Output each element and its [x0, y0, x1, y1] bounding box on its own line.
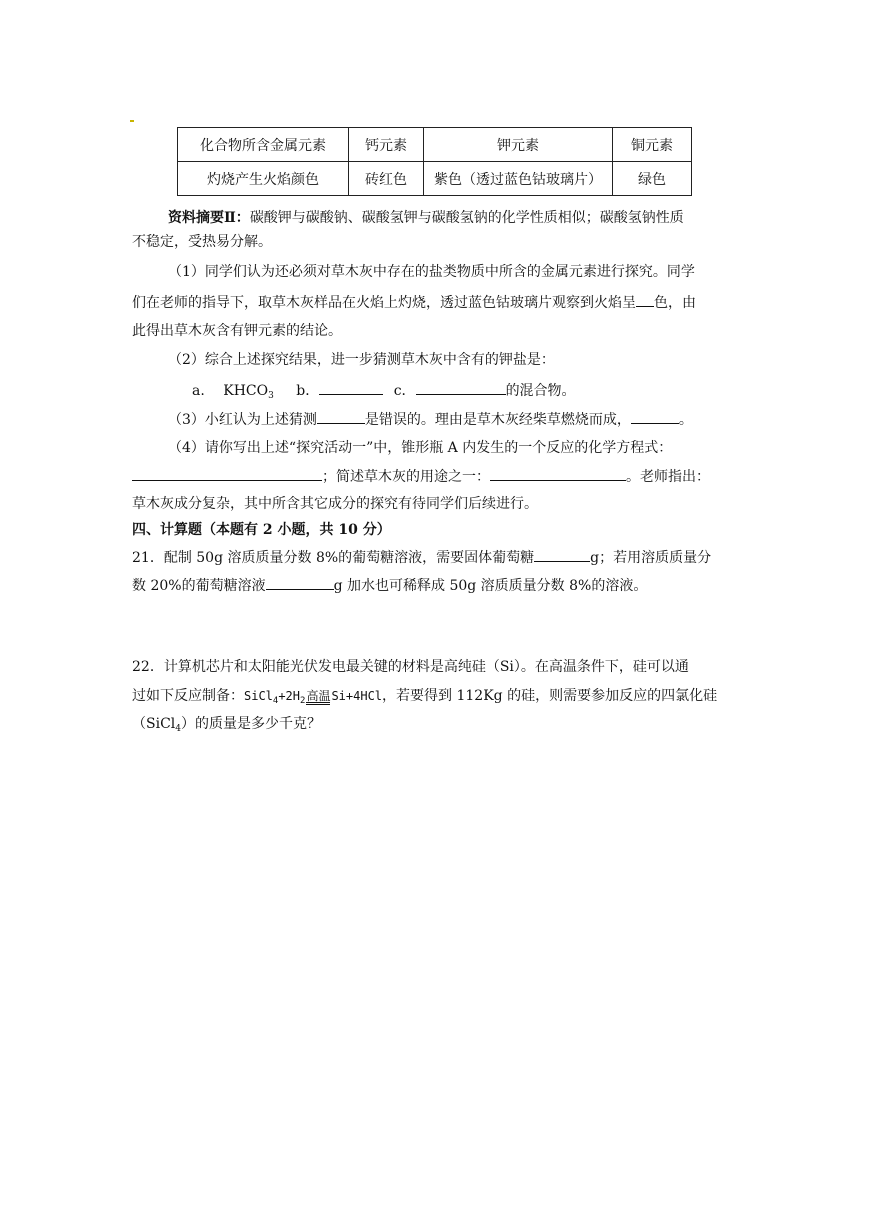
table-row	[178, 162, 692, 196]
summary2-line2: 不稳定，受热易分解。	[132, 234, 272, 250]
q2-options	[192, 380, 576, 406]
option-a-label: a.	[192, 383, 205, 399]
yellow-mark	[130, 120, 134, 122]
answer-blank[interactable]	[490, 466, 626, 481]
table-cell: 钾元素	[424, 128, 613, 162]
q22-line3	[132, 714, 321, 739]
eq-part: Si+4HCl	[331, 689, 383, 703]
table-cell: 灼烧产生火焰颜色	[178, 162, 349, 196]
answer-blank[interactable]	[631, 409, 679, 424]
eq-part: +2H	[278, 689, 301, 703]
q4-text: ；简述草木灰的用途之一：	[322, 469, 490, 485]
table-cell: 紫色（透过蓝色钴玻璃片）	[424, 162, 613, 196]
table-header-row	[178, 128, 692, 162]
q22-line2	[132, 686, 717, 711]
answer-blank[interactable]	[266, 575, 334, 590]
eq-condition: 高温	[306, 689, 331, 703]
table-cell: 铜元素	[613, 128, 692, 162]
q21-text: 数 20%的葡萄糖溶液	[132, 578, 266, 594]
answer-blank[interactable]	[132, 466, 322, 481]
q4-text: 。老师指出：	[626, 469, 710, 485]
option-b-label: b．	[296, 383, 320, 399]
table-cell: 化合物所含金属元素	[178, 128, 349, 162]
q21-text: g；若用溶质质量分	[590, 550, 712, 566]
q2-line1: （2）综合上述探究结果，进一步猜测草木灰中含有的钾盐是：	[168, 352, 555, 368]
answer-blank[interactable]	[534, 547, 590, 562]
summary2-label: 资料摘要Ⅱ：	[168, 210, 250, 226]
q4-line2	[132, 466, 710, 487]
formula-subscript: 3	[268, 391, 274, 401]
chemical-equation	[244, 689, 383, 706]
q3-line	[168, 409, 693, 430]
q21-line2	[132, 575, 647, 596]
q3-text: 是错误的。理由是草木灰经柴草燃烧而成，	[364, 412, 631, 428]
table-cell: 砖红色	[349, 162, 424, 196]
q21-text: g 加水也可稀释成 50g 溶质质量分数 8%的溶液。	[333, 578, 648, 594]
option-a-formula	[223, 383, 274, 399]
summary2-text1: 碳酸钾与碳酸钠、碳酸氢钾与碳酸氢钠的化学性质相似；碳酸氢钠性质	[249, 210, 684, 226]
q2-tail: 的混合物。	[505, 383, 576, 399]
q22-line1: 22．计算机芯片和太阳能光伏发电最关键的材料是高纯硅（Si）。在高温条件下，硅可以通	[132, 659, 689, 675]
flame-color-table	[177, 127, 692, 196]
q1-text: 色，由	[654, 295, 696, 311]
q1-line2	[132, 292, 696, 313]
q4-line1: （4）请你写出上述“探究活动一”中，锥形瓶 A 内发生的一个反应的化学方程式：	[168, 440, 673, 456]
q1-line1: （1）同学们认为还必须对草木灰中存在的盐类物质中所含的金属元素进行探究。同学	[168, 264, 695, 280]
q22-text: 过如下反应制备：	[132, 688, 244, 704]
answer-blank[interactable]	[317, 409, 365, 424]
summary2-line1	[168, 208, 684, 228]
q21-text: 21．配制 50g 溶质质量分数 8%的葡萄糖溶液，需要固体葡萄糖	[132, 550, 535, 566]
answer-blank[interactable]	[416, 380, 506, 395]
q3-text: （3）小红认为上述猜测	[168, 412, 317, 428]
q3-text: 。	[678, 412, 693, 428]
formula-subscript: 4	[175, 724, 181, 734]
q22-text: ）的质量是多少千克？	[181, 716, 321, 732]
q22-text: ，若要得到 112Kg 的硅，则需要参加反应的四氯化硅	[382, 688, 718, 704]
q1-line3: 此得出草木灰含有钾元素的结论。	[132, 323, 342, 339]
table-cell: 绿色	[613, 162, 692, 196]
q21-line1	[132, 547, 711, 568]
q22-text: （SiCl	[132, 716, 176, 732]
answer-blank[interactable]	[636, 292, 654, 307]
eq-subscript: 2	[300, 696, 306, 706]
option-c-label: c．	[393, 383, 416, 399]
table-cell: 钙元素	[349, 128, 424, 162]
q4-line3: 草木灰成分复杂，其中所含其它成分的探究有待同学们后续进行。	[132, 496, 538, 512]
eq-part: SiCl	[244, 689, 273, 703]
section-heading: 四、计算题（本题有 2 小题，共 10 分）	[132, 522, 391, 538]
eq-subscript: 4	[272, 696, 279, 706]
q1-text: 们在老师的指导下，取草木灰样品在火焰上灼烧，透过蓝色钴玻璃片观察到火焰呈	[132, 295, 636, 311]
answer-blank[interactable]	[319, 380, 383, 395]
formula-text: KHCO	[223, 383, 269, 399]
